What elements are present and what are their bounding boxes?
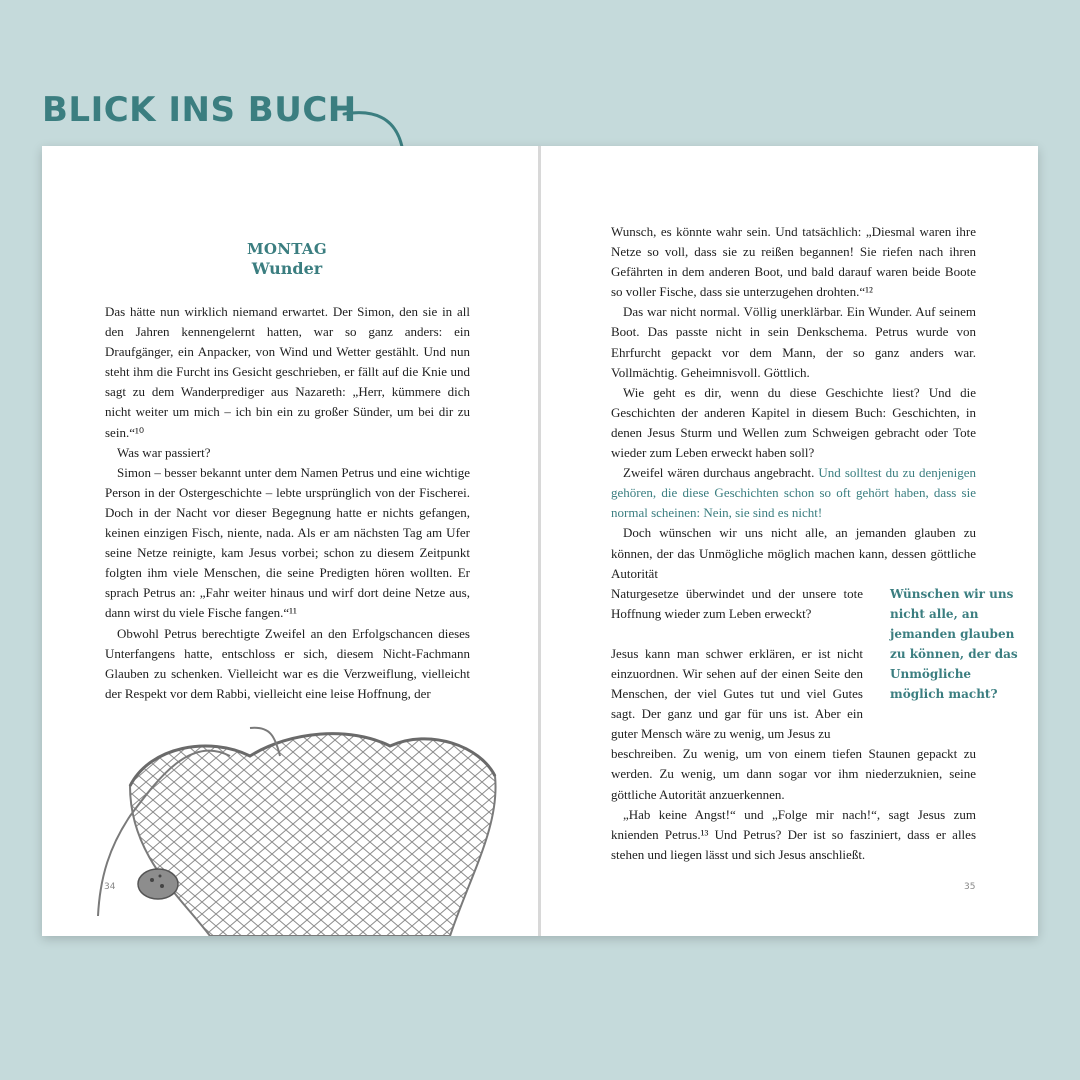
paragraph: Obwohl Petrus berechtigte Zweifel an den Erfolgschancen dieses Unterfangens hatte, entschloss er sich, diesem Nicht-Fachmann Glauben zu schenken. Vielleicht war es die Verzweiflung, vielleicht der Respekt vor dem Rabbi, vielleicht eine leise Hoffnung, der [105,625,470,701]
paragraph: „Hab keine Angst!“ und „Folge mir nach!“, sagt Jesus zum knienden Petrus.¹³ Und Petrus? Der ist so fasziniert, dass er alles stehen und liegen lässt und sich Jesus anschließt. [611,806,976,862]
right-body-text [611,222,976,865]
chapter-day: MONTAG [247,240,327,258]
book-spread [42,146,1038,936]
paragraph: Simon – besser bekannt unter dem Namen Petrus und eine wichtige Person in der Ostergeschichte – lebte ursprünglich von der Fischerei. Doch in der Nacht vor dieser Begegnung hatte er nichts gefangen, keinen einzigen Fisch, niente, nada. Als er am nächsten Tag am Ufer seine Netze reinigte, kam Jesus vorbei; schon zu diesem Zeitpunkt folgten ihm viele Menschen, die seine Predigten hören wollten. Er sprach Petrus an: „Fahr weiter hinaus und wirf dort deine Netze aus, dann wirst du viele Fische fangen.“¹¹ [105,464,470,621]
paragraph-text: Zweifel wären durchaus angebracht. [623,465,819,481]
paragraph-wrap: Jesus kann man schwer erklären, er ist nicht einzuordnen. Wir sehen auf der einen Seite den Menschen, der viel Gutes tut und viel Gutes sagt. Der ganz und gar für uns ist. Aber ein guter Mensch wäre zu wenig, um Jesus zu [611,645,863,742]
paragraph-wrap: Naturgesetze überwindet und der unsere tote Hoffnung wieder zum Leben erweckt? [611,585,863,621]
header-title: BLICK INS BUCH [42,90,357,130]
paragraph: Wie geht es dir, wenn du diese Geschichte liest? Und die Geschichten der anderen Kapitel in diesem Buch: Geschichten, in denen Jesus Sturm und Wellen zum Schweigen gebracht oder Tote wieder zum Leben erweckt haben soll? [611,384,976,461]
chapter-heading [42,240,532,279]
page-number: 34 [104,882,116,892]
paragraph: Was war passiert? [117,444,211,460]
highlighted-text: Und solltest du zu denjenigen gehören, die diese Geschichten schon so oft gehört haben, dass sie normal scheinen: Nein, sie sind es nicht! [611,465,976,521]
paragraph [611,463,976,523]
paragraph: Das war nicht normal. Völlig unerklärbar. Ein Wunder. Auf seinem Boot. Das passte nicht in sein Denkschema. Petrus wurde von Ehrfurcht gepackt vor dem Mann, der so ganz anders war. Vollmächtig. Geheimnisvoll. Göttlich. [611,304,976,380]
left-body-text [105,302,470,704]
fishing-net-illustration [90,716,510,936]
pull-quote: Wünschen wir uns nicht alle, an jemanden glauben zu können, der das Unmögliche möglich macht? [890,587,1018,702]
paragraph: Doch wünschen wir uns nicht alle, an jemanden glauben zu können, der das Unmögliche möglich machen kann, dessen göttliche Autorität [611,525,976,581]
right-page [541,146,1038,936]
paragraph: Wunsch, es könnte wahr sein. Und tatsächlich: „Diesmal waren ihre Netze so voll, dass sie zu reißen begannen! Sie riefen nach ihren Gefährten in dem anderen Boot, und bald darauf waren beide Boote so voller Fische, dass sie unterzugehen drohten.“¹² [611,224,976,300]
left-page [42,146,538,936]
chapter-theme: Wunder [251,259,323,278]
paragraph: beschreiben. Zu wenig, um von einem tiefen Staunen gepackt zu werden. Zu wenig, um dann sogar vor ihm niederzuknien, seine göttliche Autorität anzuerkennen. [611,746,976,802]
page-number: 35 [964,882,976,892]
paragraph: Das hätte nun wirklich niemand erwartet. Der Simon, den sie in all den Jahren kennengelernt hatten, war so ganz anders: ein Draufgänger, ein Anpacker, von Wind und Wetter gestählt. Und nun steht ihm die Furcht ins Gesicht geschrieben, er fällt auf die Knie und sagt zu dem Wanderprediger aus Nazareth: „Herr, kümmere dich nicht weiter um mich – ich bin ein zu großer Sünder, um bei dir zu sein.“¹⁰ [105,304,470,440]
